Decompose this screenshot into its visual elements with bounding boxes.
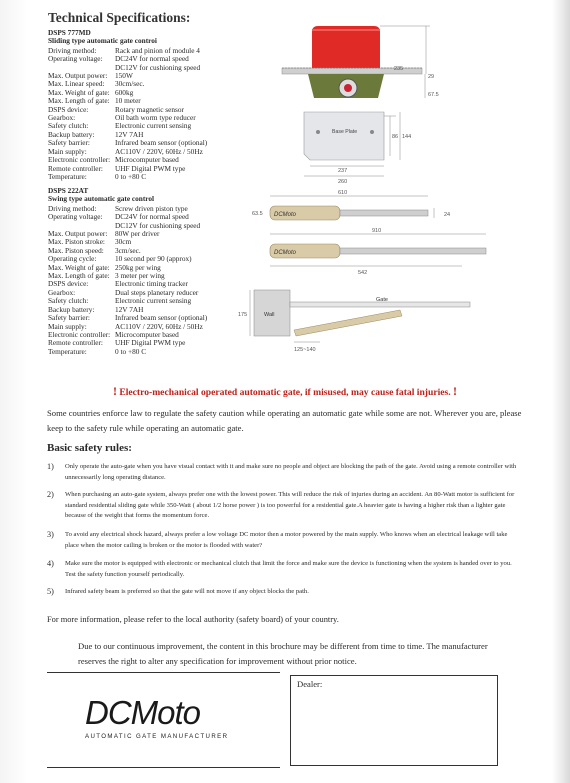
spec-value: Screw driven piston type xyxy=(115,203,188,213)
dim-label: 144 xyxy=(402,134,412,140)
actuator-brand: DCMoto xyxy=(274,212,297,218)
spec-value: 250kg per wing xyxy=(115,262,161,272)
actuator-rod xyxy=(340,248,486,254)
dim-label: 24 xyxy=(444,212,451,218)
spec-row xyxy=(48,173,207,181)
spec-row xyxy=(48,348,207,356)
rule-number: 2) xyxy=(47,490,54,499)
dim-label: 910 xyxy=(372,228,382,234)
dim-label: 175 xyxy=(238,312,248,318)
rule-number: 1) xyxy=(47,462,54,471)
spec-value: Electronic timing tracker xyxy=(115,279,188,289)
rule-item xyxy=(47,490,522,522)
spec-key: Max. Piston speed: xyxy=(48,245,104,255)
rule-item xyxy=(47,462,522,483)
spec-key: Max. Weight of gate: xyxy=(48,262,110,272)
spec-key: Max. Linear speed: xyxy=(48,79,105,89)
spec-value: AC110V / 220V, 60Hz / 50Hz xyxy=(115,146,203,156)
model-subtitle: Swing type automatic gate control xyxy=(48,194,155,204)
wall-label: Wall xyxy=(264,312,275,318)
spec-value: Infrared beam sensor (optional) xyxy=(115,138,208,148)
spec-value: DC24V for normal speed xyxy=(115,212,189,222)
improvement-note: Due to our continuous improvement, the content in this brochure may be different from time to time. The manufacturer reserves the right to alter any specification for improvement without prior notice. xyxy=(78,641,488,666)
dim-label: 67.5 xyxy=(428,92,439,98)
spec-value: Infrared beam sensor (optional) xyxy=(115,313,208,323)
dim-label: 260 xyxy=(338,179,348,185)
spec-value: DC12V for cushioning speed xyxy=(115,220,201,230)
motor-cover xyxy=(312,26,380,68)
model-name: DSPS 222AT xyxy=(48,186,89,195)
spec-key: Safety clutch: xyxy=(48,296,89,306)
spec-key: Safety barrier: xyxy=(48,313,90,323)
warning-text: Electro-mechanical operated automatic gate, if misused, may cause fatal injuries. xyxy=(119,387,451,398)
spec-value: Dual steps planetary reducer xyxy=(115,287,199,297)
dim-label: 542 xyxy=(358,270,368,276)
spec-key: DSPS device: xyxy=(48,104,89,114)
spec-key: Electronic controller: xyxy=(48,329,111,339)
rule-text: Infrared safety beam is preferred so that the gate will not move if any object blocks the path. xyxy=(65,588,309,595)
divider-top xyxy=(47,672,280,673)
rule-text: When purchasing an auto-gate system, always prefer one with the lowest power. This will reduce the risk of injuries during an accident. An 80-Watt motor is sufficient for standard residential sliding gate while 350-Watt ( about 1/2 horse power ) is too powerful for a residential gate.A heavier gate is having a higher risk than a lighter gate because of the weight that forms the momentum force. xyxy=(65,491,515,519)
dim-label: 86 xyxy=(392,134,399,140)
spec-value: Microcomputer based xyxy=(115,155,179,165)
rule-item xyxy=(47,587,522,598)
spec-value: Oil bath worm type reducer xyxy=(115,113,196,123)
safety-warning xyxy=(0,384,570,399)
base-plate-label: Base Plate xyxy=(332,129,358,135)
company-logo xyxy=(85,694,228,740)
base-plate xyxy=(304,112,384,160)
spec-value: 12V 7AH xyxy=(115,304,144,314)
spec-value: Electronic current sensing xyxy=(115,121,192,131)
spec-key: Safety barrier: xyxy=(48,138,90,148)
spec-key: Max. Piston stroke: xyxy=(48,237,105,247)
logo-wordmark: DCMoto xyxy=(85,694,201,731)
intro-paragraph: Some countries enforce law to regulate the safety caution while operating an automatic gate while some are not. Wherever you are, please keep to the safety rule while operating an automatic gate. xyxy=(47,408,522,433)
spec-value: UHF Digital PWM type xyxy=(115,163,186,173)
dealer-box xyxy=(290,675,498,766)
spec-key: DSPS device: xyxy=(48,279,89,289)
spec-value: Electronic current sensing xyxy=(115,296,192,306)
spec-value: AC110V / 220V, 60Hz / 50Hz xyxy=(115,321,203,331)
rule-number: 3) xyxy=(47,530,54,539)
spec-key: Max. Output power: xyxy=(48,71,108,81)
spec-key: Gearbox: xyxy=(48,113,76,123)
spec-value: 10 second per 90 (approx) xyxy=(115,254,192,264)
plate-hole xyxy=(370,130,374,134)
spec-key: Driving method: xyxy=(48,203,97,213)
spec-value: 10 meter xyxy=(115,96,141,106)
spec-value: UHF Digital PWM type xyxy=(115,338,186,348)
spec-block-sliding xyxy=(48,29,207,181)
spec-key: Max. Length of gate: xyxy=(48,271,110,281)
dim-label: 237 xyxy=(338,168,348,174)
dim-label: 125~140 xyxy=(294,347,316,353)
spec-key: Remote controller: xyxy=(48,338,103,348)
spec-value: 30cm/sec. xyxy=(115,79,145,89)
sliding-operator-diagram xyxy=(270,20,450,185)
spec-value: 12V 7AH xyxy=(115,129,144,139)
rule-text: Make sure the motor is equipped with electronic or mechanical clutch that limit the force and make sure the device is functioning when the system is handed over to you. Test the safety function yourself periodically. xyxy=(65,560,512,578)
logo-tagline: AUTOMATIC GATE MANUFACTURER xyxy=(85,733,229,740)
spec-key: Max. Length of gate: xyxy=(48,96,110,106)
actuator-brand: DCMoto xyxy=(274,250,297,256)
spec-value: 0 to +80 C xyxy=(115,171,147,181)
plate-hole xyxy=(316,130,320,134)
installed-actuator xyxy=(294,310,402,336)
dim-label: 29 xyxy=(428,74,435,80)
rule-number: 5) xyxy=(47,587,54,596)
swing-actuator-diagram xyxy=(238,188,490,363)
spec-value: Rotary magnetic sensor xyxy=(115,104,184,114)
spec-key: Operating cycle: xyxy=(48,254,97,264)
rule-text: Only operate the auto-gate when you have visual contact with it and make sure no people and object are blocking the path of the gate. Avoid using a remote controller with unnecessarily long operating distance. xyxy=(65,463,517,481)
spec-key: Main supply: xyxy=(48,321,87,331)
rule-text: To avoid any electrical shock hazard, always prefer a low voltage DC motor then a motor powered by the main supply. Who knows when an electrical leakage will take place when the motor cailing is broken or the motor is flooded with water? xyxy=(65,531,508,549)
spec-key: Operating voltage: xyxy=(48,54,103,64)
rule-item xyxy=(47,559,522,580)
spec-value: 3cm/sec. xyxy=(115,245,141,255)
spec-key: Max. Output power: xyxy=(48,229,108,239)
warning-mark: ! xyxy=(453,384,458,398)
actuator-rod xyxy=(340,210,428,216)
spec-key: Main supply: xyxy=(48,146,87,156)
spec-key: Gearbox: xyxy=(48,287,76,297)
spec-value: 600kg xyxy=(115,87,134,97)
model-subtitle: Sliding type automatic gate controi xyxy=(48,36,157,46)
spec-value: 0 to +80 C xyxy=(115,346,147,356)
spec-value: DC12V for cushioning speed xyxy=(115,62,201,72)
spec-key: Backup battery: xyxy=(48,304,95,314)
spec-key: Safety clutch: xyxy=(48,121,89,131)
rules-title: Basic safety rules: xyxy=(47,442,132,454)
spec-key: Remote controller: xyxy=(48,163,103,173)
rule-item xyxy=(47,530,522,551)
pinion-center xyxy=(344,84,352,92)
rule-number: 4) xyxy=(47,559,54,568)
spec-key: Driving method: xyxy=(48,45,97,55)
divider-bottom xyxy=(47,767,280,768)
dim-label: 610 xyxy=(338,190,348,196)
spec-value: Microcomputer based xyxy=(115,329,179,339)
model-name: DSPS 777MD xyxy=(48,28,91,37)
gate-label: Gate xyxy=(376,297,388,303)
spec-block-swing xyxy=(48,187,207,356)
dim-label: 235 xyxy=(394,66,404,72)
more-info-text: For more information, please refer to the local authority (safety board) of your country. xyxy=(47,615,339,624)
spec-key: Max. Weight of gate: xyxy=(48,87,110,97)
spec-key: Electronic controller: xyxy=(48,155,111,165)
spec-key: Backup battery: xyxy=(48,129,95,139)
spec-value: DC24V for normal speed xyxy=(115,54,189,64)
spec-value: Rack and pinion of module 4 xyxy=(115,45,200,55)
spec-key: Operating voltage: xyxy=(48,212,103,222)
spec-value: 150W xyxy=(115,71,133,81)
page-title: Technical Specifications: xyxy=(48,10,191,25)
spec-value: 80W per driver xyxy=(115,229,160,239)
spec-value: 30cm xyxy=(115,237,132,247)
warning-mark: ! xyxy=(112,384,117,398)
dealer-label: Dealer: xyxy=(297,679,323,689)
spec-key: Temperature: xyxy=(48,346,87,356)
spec-value: 3 meter per wing xyxy=(115,271,165,281)
spec-key: Temperature: xyxy=(48,171,87,181)
dim-label: 63.5 xyxy=(252,211,263,217)
